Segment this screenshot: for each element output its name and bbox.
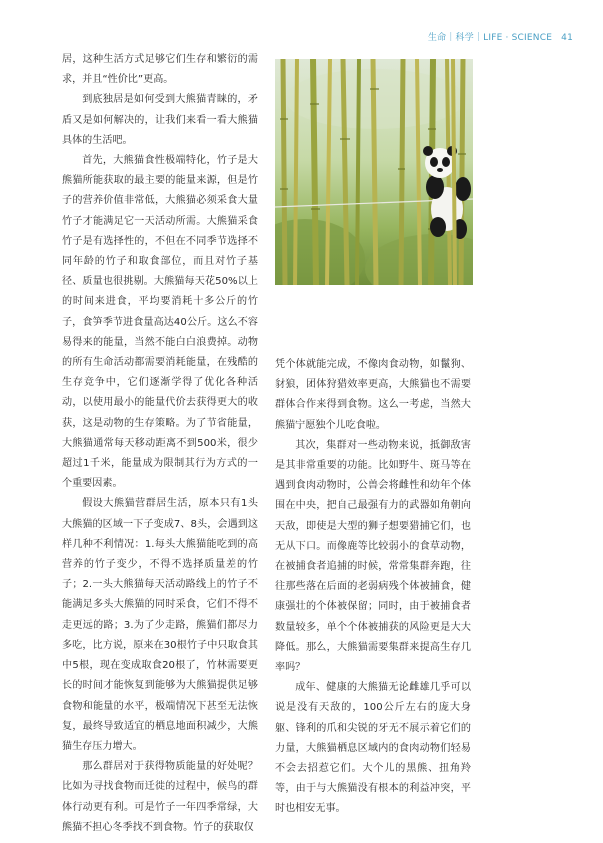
paragraph: 假设大熊猫营群居生活，原本只有1头大熊猫的区域一下子变成7、8头，会遇到这样几种不利情况：1.每头大熊猫能吃到的高营养的竹子变少，不得不选择质量差的竹子；2.一头大熊猫每天活动路线上的竹子不能满足多头大熊猫的同时采食，它们不得不走更远的路；3.为了少走路，熊猫们都尽力多吃，比方说，原来在30根竹子中只取食其中5根，现在变成取食20根了，竹林需要更长的时间才能恢复到能够为大熊猫提供足够食物和能量的水平，极端情况下甚至无法恢复，最终导致适宜的栖息地面积减少，大熊猫生存压力增大。 — [62, 498, 258, 752]
right-column — [275, 355, 471, 820]
paragraph: 凭个体就能完成，不像肉食动物，如鬣狗、豺狼，团体狩猎效率更高，大熊猫也不需要群体合作来得到食物。这么一考虑，当然大熊猫宁愿独个儿吃食啦。 — [275, 359, 471, 431]
paragraph: 成年、健康的大熊猫无论雌雄几乎可以说是没有天敌的，100公斤左右的庞大身躯、锋利的爪和尖锐的牙无不展示着它们的力量，大熊猫栖息区域内的食肉动物们轻易不会去招惹它们。大个儿的黑熊、扭角羚等，由于与大熊猫没有根本的利益冲突，平时也相安无事。 — [275, 682, 471, 815]
page-number: 41 — [561, 33, 573, 43]
panda-in-bamboo-photo — [275, 59, 473, 285]
paragraph: 首先，大熊猫食性极端特化，竹子是大熊猫所能获取的最主要的能量来源，但是竹子的营养价值非常低，大熊猫必须采食大量竹子才能满足它一天活动所需。大熊猫采食竹子是有选择性的，不但在不同季节选择不同年龄的竹子和取食部位，而且对竹子基径、质量也很挑剔。大熊猫每天花50%以上的时间来进食，平均要消耗十多公斤的竹子，食笋季节进食量高达40公斤。这么不容易得来的能量，当然不能白白浪费掉。动物的所有生命活动都需要消耗能量，在残酷的生存竞争中，它们逐渐学得了优化各种活动，以使用最小的能量代价去获得更大的收获，这是动物的生存策略。为了节省能量，大熊猫通常每天移动距离不到500米，很少超过1千米，能量成为限制其行为方式的一个重要因素。 — [62, 155, 258, 490]
paragraph: 到底独居是如何受到大熊猫青睐的，矛盾又是如何解决的，让我们来看一看大熊猫具体的生活吧。 — [62, 94, 258, 146]
page-header — [428, 30, 573, 43]
section-label: 生命｜科学｜LIFE · SCIENCE — [427, 33, 553, 43]
paragraph: 其次，集群对一些动物来说，抵御敌害是其非常重要的功能。比如野牛、斑马等在遇到食肉动物时，公兽会将雌性和幼年个体围在中央，把自己最强有力的武器如角朝向天敌，即使是大型的狮子想要猎捕它们，也无从下口。而像鹿等比较弱小的食草动物，在被捕食者追捕的时候，常常集群奔跑，往往那些落在后面的老弱病残个体被捕食，健康强壮的个体被保留；同时，由于被捕食者数量较多，单个个体被捕获的风险更是大大降低。那么，大熊猫需要集群来提高生存几率吗？ — [275, 439, 471, 674]
paragraph: 那么群居对于获得物质能量的好处呢？比如为寻找食物而迁徙的过程中，候鸟的群体行动更有利。可是竹子一年四季常绿，大熊猫不担心冬季找不到食物。竹子的获取仅 — [62, 761, 258, 833]
paragraph: 居，这种生活方式足够它们生存和繁衍的需求，并且“性价比”更高。 — [62, 54, 258, 86]
left-column — [62, 50, 258, 838]
